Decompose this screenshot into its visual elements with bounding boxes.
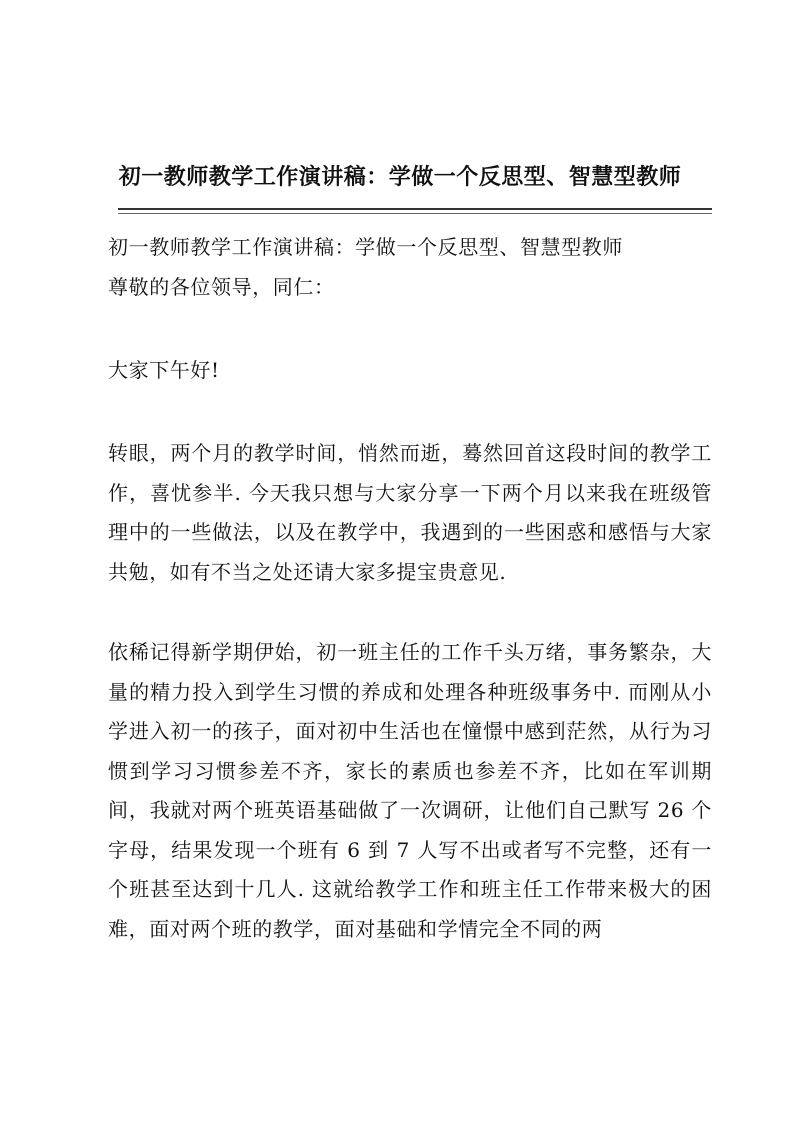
paragraph-2: 依稀记得新学期伊始，初一班主任的工作千头万绪，事务繁杂，大量的精力投入到学生习惯的养成和处理各种班级事务中. 而刚从小学进入初一的孩子，面对初中生活也在憧憬中感到茫然，从行为习惯到学习习惯参差不齐，家长的素质也参差不齐，比如在军训期间，我就对两个班英语基础做了一次调研，让他们自己默写 26 个字母，结果发现一个班有 6 到 7 人写不出或者写不完整，还有一个班甚至达到十几人. 这就给教学工作和班主任工作带来极大的困难，面对两个班的教学，面对基础和学情完全不同的两 — [108, 640, 712, 941]
title-divider-thin — [118, 213, 712, 214]
paragraph-1: 转眼，两个月的教学时间，悄然而逝，蓦然回首这段时间的教学工作，喜忧参半. 今天我只想与大家分享一下两个月以来我在班级管理中的一些做法，以及在教学中，我遇到的一些困惑和感悟与大家共勉，如有不当之处还请大家多提宝贵意见. — [108, 441, 712, 584]
title-divider — [118, 208, 712, 210]
salutation: 尊敬的各位领导，同仁： — [108, 275, 335, 299]
heading-line: 初一教师教学工作演讲稿：学做一个反思型、智慧型教师 — [108, 235, 623, 259]
document-title: 初一教师教学工作演讲稿：学做一个反思型、智慧型教师 — [118, 164, 682, 190]
greeting: 大家下午好! — [108, 358, 220, 382]
